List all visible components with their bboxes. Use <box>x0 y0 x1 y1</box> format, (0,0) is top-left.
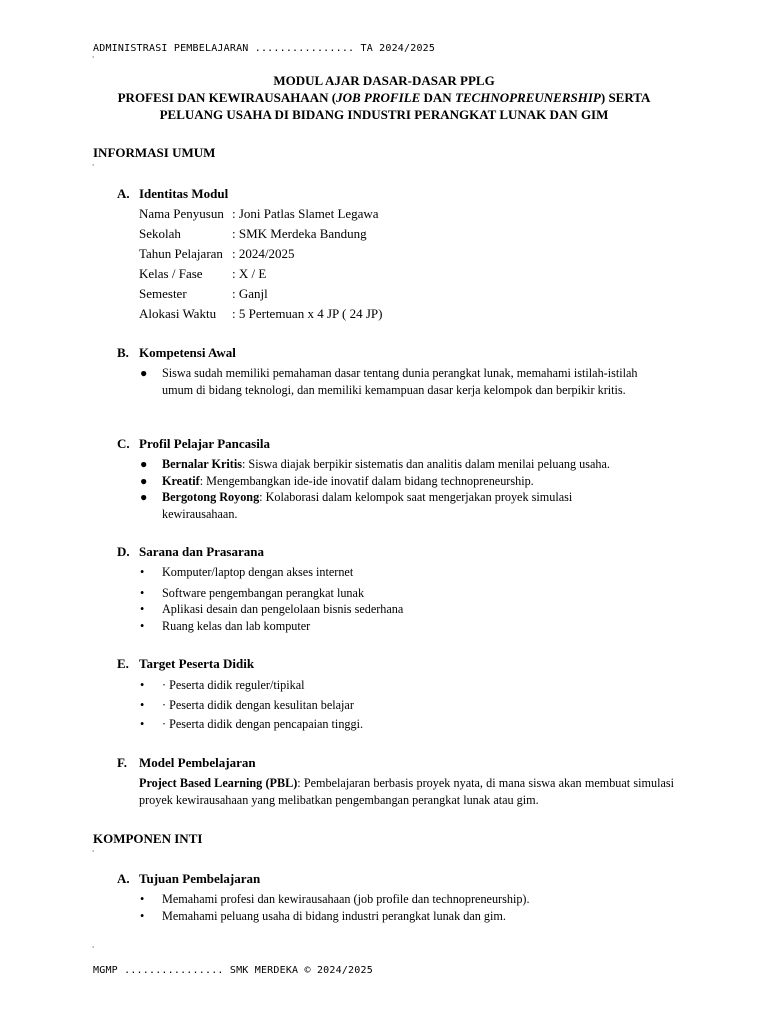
bullet-icon: • <box>140 908 145 923</box>
table-row <box>139 266 382 286</box>
document-title <box>0 72 768 123</box>
title-line-3: PELUANG USAHA DI BIDANG INDUSTRI PERANGKAT LUNAK DAN GIM <box>159 107 609 122</box>
bullet-icon: ● <box>140 366 148 380</box>
tujuan-list <box>139 891 659 924</box>
paragraph-text: : Pembelajaran berbasis proyek nyata, di mana siswa akan membuat simulasi proyek kewirausahaan yang melibatkan pengembangan perangkat lunak atau gim. <box>139 776 675 807</box>
title-italic-part: TECHNOPREUNERSHIP <box>454 90 601 105</box>
paragraph-mark: ' <box>91 945 96 953</box>
list-item <box>139 908 659 925</box>
list-item-text: Memahami profesi dan kewirausahaan (job profile dan technopreneurship). <box>162 892 530 906</box>
subheading-title: Profil Pelajar Pancasila <box>139 436 270 451</box>
list-item-text: · Peserta didik reguler/tipikal <box>162 678 305 692</box>
table-row <box>139 306 382 326</box>
list-item-text: · Peserta didik dengan kesulitan belajar <box>162 697 354 712</box>
list-item <box>139 365 639 398</box>
list-item <box>139 489 639 522</box>
identity-value: : 2024/2025 <box>232 246 295 261</box>
page-header: ADMINISTRASI PEMBELAJARAN ................ TA 2024/2025 <box>93 43 436 54</box>
subheading-target-peserta <box>117 656 254 672</box>
identity-value: : Joni Patlas Slamet Legawa <box>232 206 379 221</box>
list-item <box>139 456 639 473</box>
list-item <box>139 696 639 716</box>
subheading-letter: B. <box>117 345 129 360</box>
target-list <box>139 676 639 735</box>
table-row <box>139 226 382 246</box>
subheading-title: Target Peserta Didik <box>139 656 255 671</box>
table-row <box>139 286 382 306</box>
list-item <box>139 676 639 696</box>
paragraph-mark: ' <box>91 55 96 63</box>
list-item-text: : Kolaborasi dalam kelompok saat mengerjakan proyek simulasi kewirausahaan. <box>162 490 573 521</box>
list-item-text: : Siswa diajak berpikir sistematis dan analitis dalam menilai peluang usaha. <box>242 457 610 471</box>
profil-list <box>139 456 639 522</box>
subheading-title: Model Pembelajaran <box>139 755 256 770</box>
list-item <box>139 564 639 581</box>
subheading-letter: A. <box>117 871 130 886</box>
identity-key: Sekolah <box>139 226 181 241</box>
list-item-text: Siswa sudah memiliki pemahaman dasar tentang dunia perangkat lunak, memahami istilah-istilah umum di bidang teknologi, dan memiliki kemampuan dasar kerja kelompok dan berpikir kritis. <box>162 366 638 397</box>
bullet-icon: ● <box>140 473 148 488</box>
identity-table <box>139 206 382 326</box>
identity-value: : X / E <box>232 266 267 281</box>
bullet-icon: • <box>140 602 145 616</box>
bullet-icon: • <box>140 717 145 731</box>
identity-value: : SMK Merdeka Bandung <box>232 226 367 241</box>
list-item <box>139 601 639 618</box>
subheading-title: Sarana dan Prasarana <box>139 544 264 559</box>
bullet-icon: • <box>140 678 145 692</box>
subheading-identitas-modul <box>117 186 228 202</box>
list-item <box>139 585 639 602</box>
subheading-profil-pelajar <box>117 436 270 452</box>
paragraph-mark: ' <box>91 849 96 857</box>
bullet-icon: • <box>140 892 145 906</box>
bullet-icon: • <box>140 565 145 579</box>
bullet-icon: ● <box>140 457 148 471</box>
identity-key: Nama Penyusun <box>139 206 224 221</box>
identity-key: Semester <box>139 286 187 301</box>
section-heading-komponen-inti: KOMPONEN INTI <box>93 831 203 846</box>
list-item-bold: Bergotong Royong <box>162 490 260 504</box>
sarana-list <box>139 564 639 634</box>
title-part: ) SERTA <box>600 90 651 105</box>
list-item-text: Memahami peluang usaha di bidang industri perangkat lunak dan gim. <box>162 908 506 923</box>
identity-key: Tahun Pelajaran <box>139 246 223 261</box>
bullet-icon: • <box>140 697 145 712</box>
kompetensi-list <box>139 365 639 398</box>
list-item <box>139 891 659 908</box>
list-item-text: Ruang kelas dan lab komputer <box>162 618 311 633</box>
bullet-icon: • <box>140 585 145 600</box>
title-line-1: MODUL AJAR DASAR-DASAR PPLG <box>273 73 495 88</box>
subheading-letter: F. <box>117 755 127 770</box>
list-item <box>139 715 639 735</box>
table-row <box>139 206 382 226</box>
bullet-icon: ● <box>140 490 148 504</box>
list-item-text: Komputer/laptop dengan akses internet <box>162 565 354 579</box>
page-footer: MGMP ................ SMK MERDEKA © 2024/2025 <box>93 965 373 976</box>
title-part: PROFESI DAN KEWIRAUSAHAAN ( <box>117 90 337 105</box>
paragraph-bold: Project Based Learning (PBL) <box>139 776 298 790</box>
subheading-kompetensi-awal <box>117 345 236 361</box>
list-item <box>139 618 639 635</box>
title-line-2 <box>0 89 768 106</box>
identity-key: Kelas / Fase <box>139 266 203 281</box>
title-italic-part: JOB PROFILE <box>336 90 421 105</box>
subheading-title: Kompetensi Awal <box>139 345 236 360</box>
list-item-text: Aplikasi desain dan pengelolaan bisnis sederhana <box>162 602 404 616</box>
subheading-letter: D. <box>117 544 130 559</box>
subheading-letter: E. <box>117 656 129 671</box>
subheading-model-pembelajaran <box>117 755 256 771</box>
subheading-sarana-prasarana <box>117 544 264 560</box>
list-item-text: : Mengembangkan ide-ide inovatif dalam bidang technopreneurship. <box>199 473 534 488</box>
list-item-text: · Peserta didik dengan pencapaian tinggi. <box>162 717 364 731</box>
title-part: DAN <box>420 90 455 105</box>
list-item-bold: Bernalar Kritis <box>162 457 242 471</box>
subheading-title: Identitas Modul <box>139 186 229 201</box>
identity-value: : 5 Pertemuan x 4 JP ( 24 JP) <box>232 306 383 321</box>
model-pembelajaran-paragraph <box>139 775 674 809</box>
list-item-text: Software pengembangan perangkat lunak <box>162 585 365 600</box>
subheading-title: Tujuan Pembelajaran <box>139 871 261 886</box>
paragraph-mark: ' <box>91 163 96 171</box>
subheading-letter: A. <box>117 186 130 201</box>
subheading-tujuan-pembelajaran <box>117 871 260 887</box>
bullet-icon: • <box>140 618 145 633</box>
list-item <box>139 473 639 490</box>
section-heading-informasi-umum: INFORMASI UMUM <box>93 145 216 160</box>
identity-key: Alokasi Waktu <box>139 306 217 321</box>
identity-value: : Ganjl <box>232 286 268 301</box>
subheading-letter: C. <box>117 436 130 451</box>
table-row <box>139 246 382 266</box>
list-item-bold: Kreatif <box>162 473 200 488</box>
